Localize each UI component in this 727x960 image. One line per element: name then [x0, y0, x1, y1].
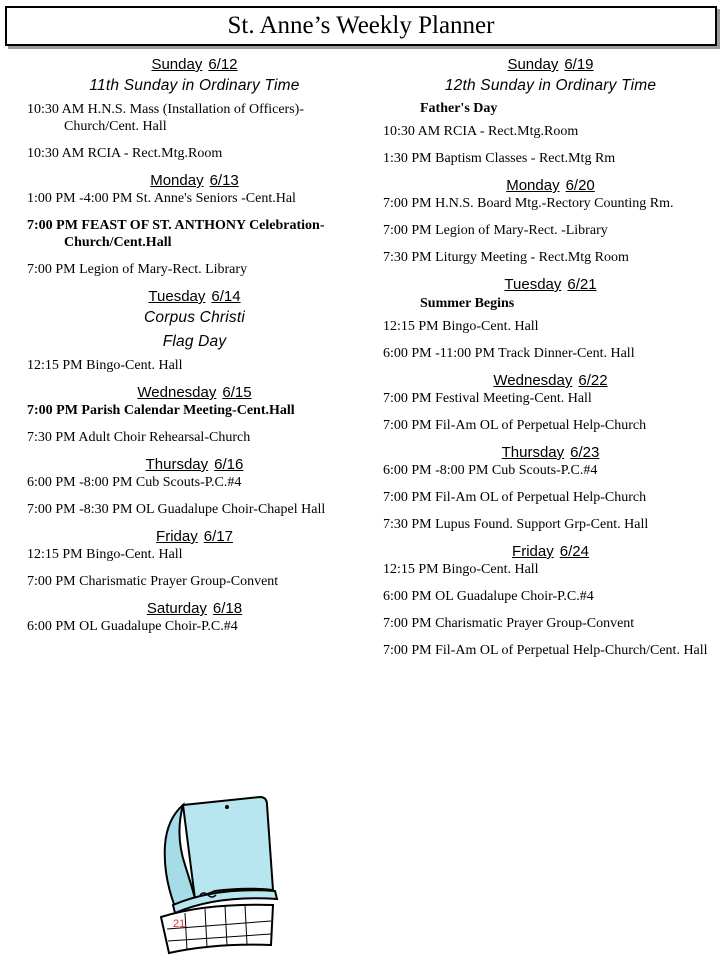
- event-item: 7:30 PM Adult Choir Rehearsal-Church: [27, 430, 251, 445]
- event-item: 7:00 PM Fil-Am OL of Perpetual Help-Church: [383, 490, 647, 505]
- event-item: 7:00 PM Festival Meeting-Cent. Hall: [383, 391, 592, 406]
- svg-text:21: 21: [173, 918, 186, 930]
- event-item: 7:00 PM Charismatic Prayer Group-Convent: [27, 574, 279, 589]
- day-heading: [383, 444, 718, 461]
- day-date: 6/21: [567, 276, 597, 293]
- day-name: Monday: [506, 177, 560, 194]
- day-heading: [27, 56, 362, 73]
- event-item: 7:30 PM Liturgy Meeting - Rect.Mtg Room: [383, 250, 629, 265]
- day-date: 6/14: [211, 288, 241, 305]
- day-name: Thursday: [145, 456, 209, 473]
- special-observance: 11th Sunday in Ordinary Time: [89, 77, 300, 94]
- special-observance: 12th Sunday in Ordinary Time: [444, 77, 657, 94]
- right-column: [383, 55, 718, 669]
- day-name: Thursday: [501, 444, 565, 461]
- event-item: 6:00 PM -11:00 PM Track Dinner-Cent. Hall: [383, 346, 635, 361]
- day-name: Saturday: [146, 600, 207, 617]
- event-item: 7:00 PM Legion of Mary-Rect. -Library: [383, 223, 608, 238]
- day-note: Father's Day: [420, 101, 498, 116]
- event-item: 6:00 PM -8:00 PM Cub Scouts-P.C.#4: [383, 463, 598, 478]
- event-item: 7:00 PM Charismatic Prayer Group-Convent: [383, 616, 635, 631]
- day-date: 6/16: [214, 456, 244, 473]
- day-heading: [383, 372, 718, 389]
- day-name: Friday: [156, 528, 198, 545]
- event-item: 6:00 PM OL Guadalupe Choir-P.C.#4: [383, 589, 594, 604]
- day-heading: [27, 172, 362, 189]
- day-heading: [27, 384, 362, 401]
- event-item: 7:00 PM Fil-Am OL of Perpetual Help-Church: [383, 418, 647, 433]
- day-name: Wednesday: [493, 372, 573, 389]
- day-heading: [383, 276, 718, 293]
- day-date: 6/17: [203, 528, 233, 545]
- day-date: 6/19: [564, 56, 594, 73]
- event-item: 12:15 PM Bingo-Cent. Hall: [383, 562, 539, 577]
- day-name: Monday: [150, 172, 204, 189]
- left-column: [27, 55, 362, 645]
- day-heading: [383, 56, 718, 73]
- day-date: 6/22: [578, 372, 608, 389]
- event-item: 1:30 PM Baptism Classes - Rect.Mtg Rm: [383, 151, 616, 166]
- day-date: 6/13: [209, 172, 239, 189]
- day-name: Tuesday: [504, 276, 562, 293]
- event-item: 7:00 PM Parish Calendar Meeting-Cent.Hall: [27, 403, 295, 418]
- event-item: 10:30 AM RCIA - Rect.Mtg.Room: [27, 146, 223, 161]
- event-item: 7:00 PM Fil-Am OL of Perpetual Help-Church/Cent. Hall: [383, 643, 708, 658]
- day-heading: [383, 177, 718, 194]
- event-item: 6:00 PM OL Guadalupe Choir-P.C.#4: [27, 619, 238, 634]
- day-heading: [27, 600, 362, 617]
- day-name: Wednesday: [137, 384, 217, 401]
- event-item: 10:30 AM RCIA - Rect.Mtg.Room: [383, 124, 579, 139]
- day-heading: [27, 456, 362, 473]
- day-date: 6/15: [222, 384, 252, 401]
- event-item: 6:00 PM -8:00 PM Cub Scouts-P.C.#4: [27, 475, 242, 490]
- event-item: 7:00 PM H.N.S. Board Mtg.-Rectory Counting Rm.: [383, 196, 674, 211]
- event-item: 12:15 PM Bingo-Cent. Hall: [383, 319, 539, 334]
- day-name: Sunday: [151, 56, 203, 73]
- day-date: 6/23: [570, 444, 600, 461]
- planner-title-box: [5, 6, 717, 46]
- day-date: 6/18: [212, 600, 243, 617]
- calendar-clipart-icon: [155, 795, 280, 955]
- event-item: 7:00 PM FEAST OF ST. ANTHONY Celebration-Church/Cent.Hall: [27, 218, 325, 250]
- day-heading: [27, 288, 362, 305]
- event-item: 12:15 PM Bingo-Cent. Hall: [27, 358, 183, 373]
- day-date: 6/12: [208, 56, 238, 73]
- day-heading: [383, 543, 718, 560]
- day-note: Summer Begins: [420, 296, 515, 311]
- day-name: Sunday: [507, 56, 559, 73]
- event-item: 7:00 PM -8:30 PM OL Guadalupe Choir-Chapel Hall: [27, 502, 326, 517]
- planner-title: St. Anne’s Weekly Planner: [227, 12, 495, 39]
- day-date: 6/20: [565, 177, 595, 194]
- event-item: 1:00 PM -4:00 PM St. Anne's Seniors -Cent.Hal: [27, 191, 296, 206]
- day-date: 6/24: [559, 543, 589, 560]
- event-item: 7:30 PM Lupus Found. Support Grp-Cent. Hall: [383, 517, 649, 532]
- event-item: 10:30 AM H.N.S. Mass (Installation of Officers)-Church/Cent. Hall: [27, 102, 304, 134]
- special-observance: Flag Day: [162, 333, 227, 350]
- event-item: 12:15 PM Bingo-Cent. Hall: [27, 547, 183, 562]
- day-name: Tuesday: [148, 288, 206, 305]
- day-heading: [27, 528, 362, 545]
- day-name: Friday: [512, 543, 554, 560]
- special-observance: Corpus Christi: [144, 309, 245, 326]
- event-item: 7:00 PM Legion of Mary-Rect. Library: [27, 262, 248, 277]
